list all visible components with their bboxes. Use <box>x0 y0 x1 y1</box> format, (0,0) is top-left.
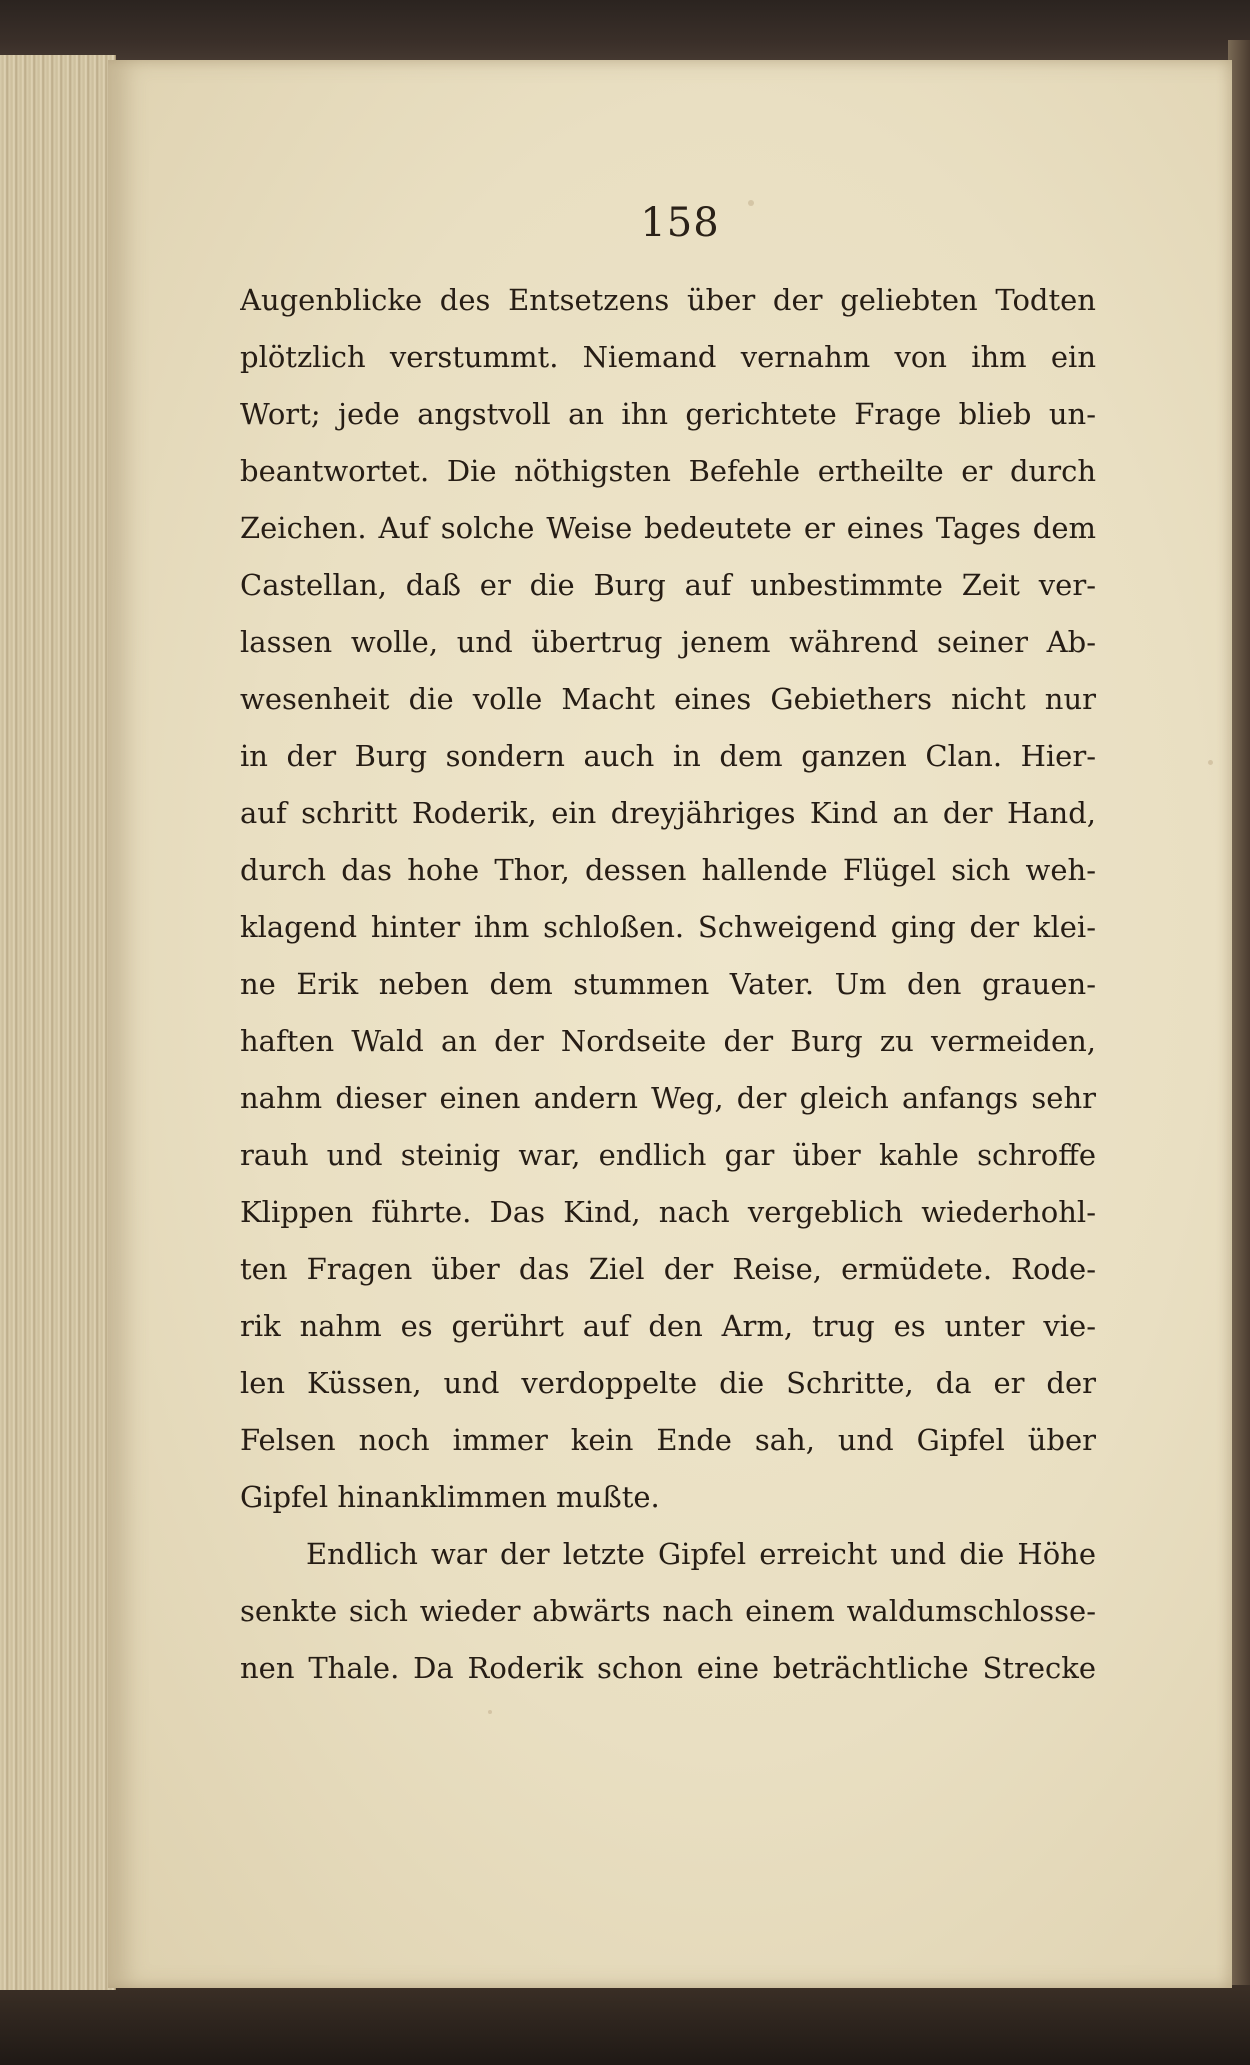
text-line: haften Wald an der Nordseite der Burg zu vermeiden, <box>240 1024 1096 1058</box>
text-line: Zeichen. Auf solche Weise bedeutete er eines Tages dem <box>240 511 1096 545</box>
text-line: auf schritt Roderik, ein dreyjähriges Kind an der Hand, <box>240 796 1096 830</box>
text-line: ten Fragen über das Ziel der Reise, ermüdete. Rode- <box>240 1252 1096 1286</box>
paper-speck <box>488 1710 492 1714</box>
text-line: Castellan, daß er die Burg auf unbestimmte Zeit ver- <box>240 568 1096 602</box>
text-line: Klippen führte. Das Kind, nach vergeblich wiederhohl- <box>240 1195 1096 1229</box>
paper-speck <box>1208 760 1213 765</box>
text-line: durch das hohe Thor, dessen hallende Flügel sich weh- <box>240 853 1096 887</box>
text-line: rauh und steinig war, endlich gar über kahle schroffe <box>240 1138 1096 1172</box>
text-line: Wort; jede angstvoll an ihn gerichtete Frage blieb un- <box>240 397 1096 431</box>
body-text <box>240 272 1096 1697</box>
page-number: 158 <box>640 200 720 246</box>
text-line: lassen wolle, und übertrug jenem während seiner Ab- <box>240 625 1096 659</box>
text-line: Felsen noch immer kein Ende sah, und Gipfel über <box>240 1423 1096 1457</box>
text-line: plötzlich verstummt. Niemand vernahm von ihm ein <box>240 340 1096 374</box>
text-line: Augenblicke des Entsetzens über der geliebten Todten <box>240 283 1096 317</box>
book-cover-bottom <box>0 1985 1250 2065</box>
text-line: Gipfel hinanklimmen mußte. <box>240 1480 660 1514</box>
stacked-page-edges <box>0 55 116 1990</box>
text-line: in der Burg sondern auch in dem ganzen Clan. Hier- <box>240 739 1096 773</box>
text-line: ne Erik neben dem stummen Vater. Um den grauen- <box>240 967 1096 1001</box>
text-line: nen Thale. Da Roderik schon eine beträchtliche Strecke <box>240 1651 1096 1685</box>
text-line: klagend hinter ihm schloßen. Schweigend ging der klei- <box>240 910 1096 944</box>
text-line: rik nahm es gerührt auf den Arm, trug es unter vie- <box>240 1309 1096 1343</box>
text-line: wesenheit die volle Macht eines Gebiethers nicht nur <box>240 682 1096 716</box>
text-line: nahm dieser einen andern Weg, der gleich anfangs sehr <box>240 1081 1096 1115</box>
text-line: beantwortet. Die nöthigsten Befehle ertheilte er durch <box>240 454 1096 488</box>
text-line: len Küssen, und verdoppelte die Schritte, da er der <box>240 1366 1096 1400</box>
text-line: Endlich war der letzte Gipfel erreicht und die Höhe <box>306 1537 1096 1571</box>
text-line: senkte sich wieder abwärts nach einem waldumschlosse- <box>240 1594 1096 1628</box>
